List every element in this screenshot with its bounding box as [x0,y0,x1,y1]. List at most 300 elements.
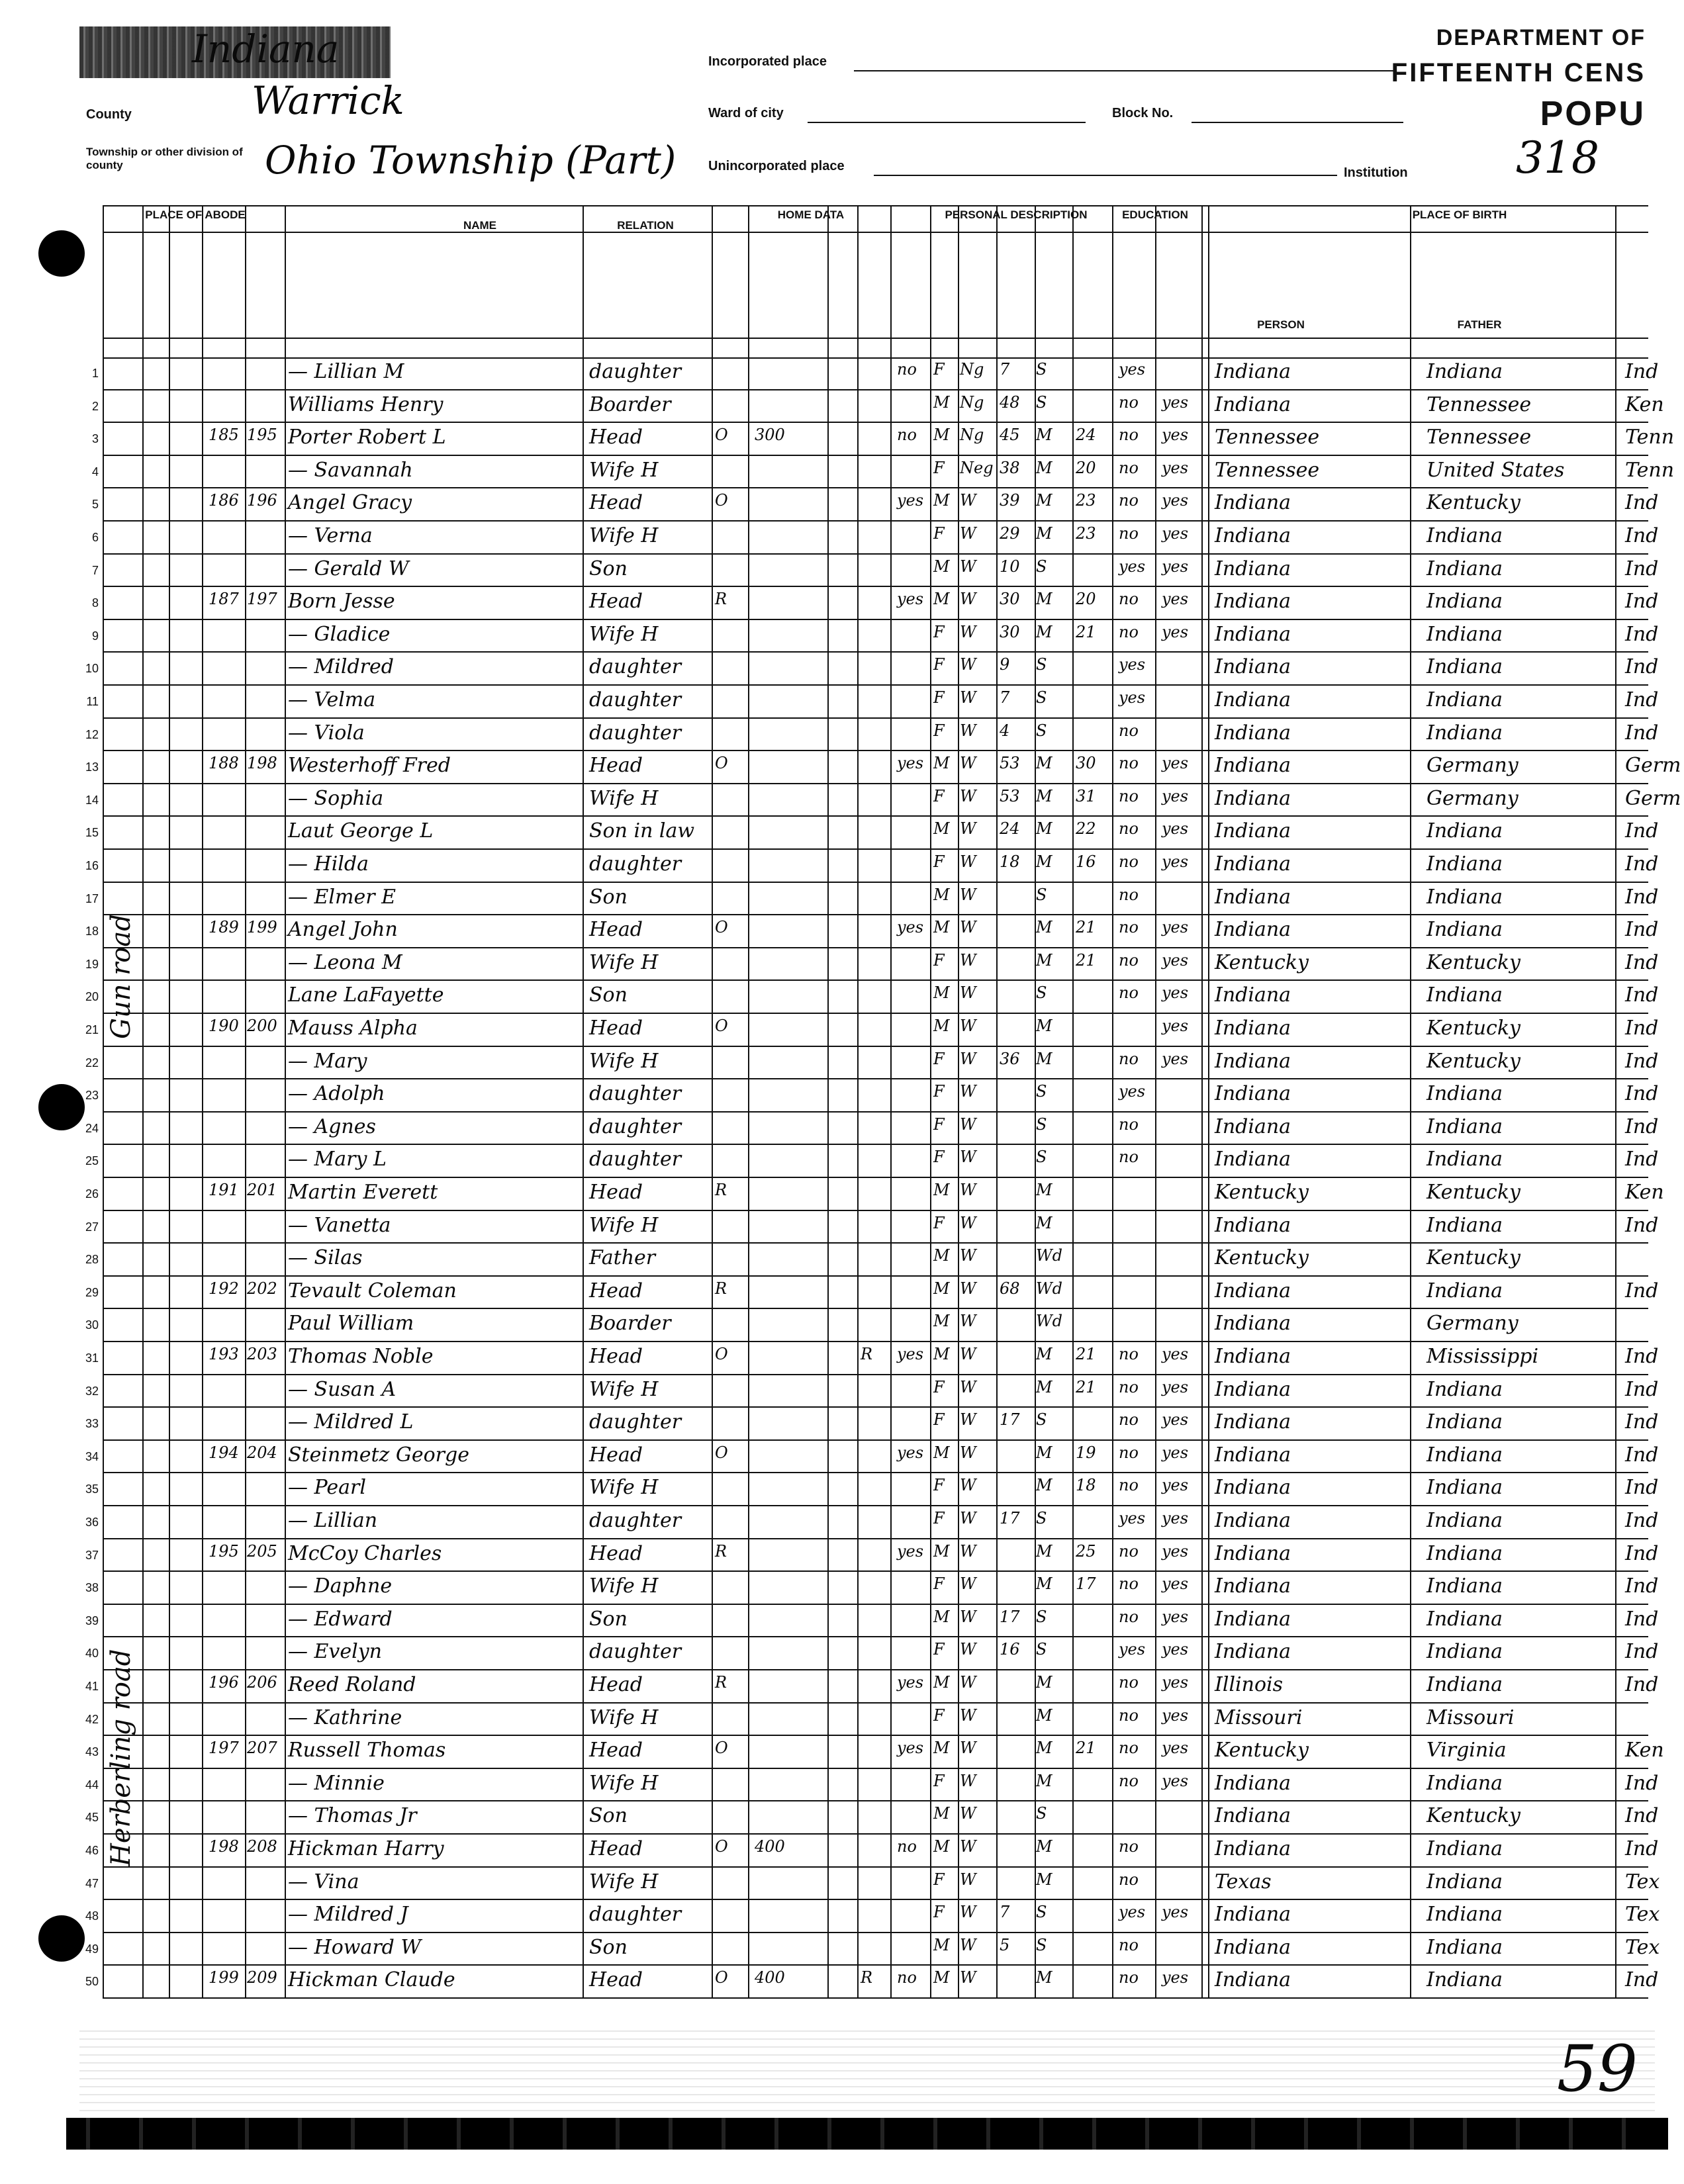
table-row [85,1441,1659,1474]
cell-bp: Indiana [1215,1837,1291,1860]
cell-race: W [960,1345,976,1363]
cell-mbp: Ind [1625,1476,1659,1500]
cell-name: Hickman Harry [288,1837,444,1860]
cell-bp: Indiana [1215,1049,1291,1073]
cell-age: 16 [1000,1640,1020,1659]
table-row [85,1113,1659,1146]
cell-school: yes [1119,557,1146,576]
row-number: 25 [85,1154,99,1168]
cell-agem: 20 [1076,590,1096,609]
cell-mbp: Ind [1625,1410,1659,1434]
cell-tenure: R [715,1673,727,1692]
cell-rel: daughter [589,1148,682,1171]
cell-rel: Wife H [589,1476,659,1500]
cell-fam: 208 [247,1837,277,1856]
cell-rel: daughter [589,1082,682,1106]
cell-ms: M [1036,491,1052,510]
census-table [85,205,1681,2019]
cell-race: W [960,1706,976,1725]
cell-rel: Wife H [589,1771,659,1795]
cell-dw: 190 [209,1017,239,1035]
cell-agem: 22 [1076,819,1096,839]
cell-read: yes [1162,1640,1189,1659]
table-row [85,1506,1659,1539]
cell-rel: daughter [589,360,682,383]
cell-dw: 199 [209,1968,239,1987]
cell-race: W [960,688,976,707]
row-number: 11 [86,695,99,708]
cell-fbp: Indiana [1427,1968,1503,1992]
table-row [85,1572,1659,1605]
cell-dw: 188 [209,754,239,773]
cell-ms: M [1036,622,1052,641]
cell-bp: Indiana [1215,1312,1291,1336]
cell-name: Paul William [288,1312,414,1336]
institution-label: Institution [1344,165,1408,180]
row-number: 36 [85,1516,99,1529]
cell-school: no [1119,1049,1139,1068]
cell-sex: M [933,1607,950,1626]
cell-sex: F [933,1870,945,1889]
row-number: 16 [85,859,99,872]
cell-bp: Indiana [1215,1443,1291,1467]
table-row [85,1145,1659,1178]
cell-dw: 186 [209,491,239,510]
cell-sex: F [933,950,945,970]
cell-race: W [960,491,976,510]
cell-sex: M [933,1312,950,1331]
cell-school: no [1119,786,1139,805]
punch-hole-top [38,230,85,277]
punch-hole-middle [38,1084,85,1130]
cell-school: no [1119,524,1139,543]
cell-mbp: Ind [1625,1049,1659,1073]
cell-mbp: Tex [1625,1935,1660,1959]
table-row [85,1342,1659,1375]
table-row [85,1014,1659,1047]
table-row [85,1769,1659,1802]
row-number: 24 [85,1121,99,1135]
cell-mbp: Ind [1625,590,1659,614]
cell-ms: M [1036,524,1052,543]
cell-fbp: Germany [1427,754,1519,778]
cell-fbp: Indiana [1427,1410,1503,1434]
cell-ms: S [1036,721,1047,740]
cell-rel: Head [589,1739,643,1762]
department-heading: DEPARTMENT OF [1436,25,1646,50]
cell-mbp: Ind [1625,1279,1659,1302]
cell-rel: Boarder [589,392,671,416]
footer-instructions [79,2025,1655,2118]
cell-school: yes [1119,1903,1146,1922]
cell-sex: M [933,590,950,609]
cell-read: yes [1162,1476,1189,1495]
cell-fbp: Indiana [1427,1509,1503,1532]
grid-header-line [103,232,1648,233]
cell-ms: M [1036,458,1052,477]
cell-rel: Head [589,918,643,942]
cell-read: yes [1162,426,1189,445]
cell-tenure: O [715,1017,728,1035]
cell-rel: Wife H [589,1870,659,1893]
cell-age: 7 [1000,688,1010,707]
row-number: 14 [85,793,99,807]
cell-bp: Indiana [1215,754,1291,778]
row-number: 35 [85,1482,99,1496]
cell-race: W [960,1935,976,1954]
cell-tenure: O [715,754,728,773]
cell-mbp: Ind [1625,688,1659,711]
cell-race: W [960,1443,976,1462]
cell-race: W [960,1312,976,1331]
cell-school: no [1119,885,1139,904]
cell-race: W [960,1837,976,1856]
page-number: 59 [1556,2032,1638,2106]
cell-school: no [1119,1968,1139,1987]
cell-school: yes [1119,360,1146,379]
cell-rel: Head [589,1279,643,1302]
cell-radio: yes [897,918,924,937]
cell-rel: Wife H [589,1706,659,1729]
cell-rel: daughter [589,688,682,711]
row-number: 43 [85,1745,99,1759]
cell-race: W [960,1607,976,1626]
cell-name: Thomas Noble [288,1345,434,1368]
cell-name: — Velma [288,688,376,711]
table-row [85,1408,1659,1441]
cell-name: — Daphne [288,1574,393,1598]
grid-header-line [103,338,1648,339]
cell-name: — Gladice [288,622,391,646]
cell-mbp: Tex [1625,1903,1660,1927]
cell-school: no [1119,622,1139,641]
cell-bp: Indiana [1215,786,1291,810]
cell-rel: Son [589,885,628,909]
cell-rel: Son [589,983,628,1007]
row-number: 30 [85,1318,99,1332]
cell-ms: M [1036,950,1052,970]
cell-name: McCoy Charles [288,1541,442,1565]
cell-fam: 199 [247,918,277,937]
cell-name: — Lillian [288,1509,378,1532]
row-number: 39 [85,1614,99,1627]
cell-race: W [960,557,976,576]
cell-sex: M [933,1279,950,1298]
table-row [85,1637,1659,1670]
table-row [85,1047,1659,1080]
cell-mbp: Ind [1625,1673,1659,1696]
cell-fbp: Indiana [1427,1935,1503,1959]
cell-name: Tevault Coleman [288,1279,457,1302]
cell-ms: S [1036,1115,1047,1134]
cell-fbp: Indiana [1427,1541,1503,1565]
row-number: 8 [91,596,99,610]
table-row [85,1539,1659,1572]
table-row [86,686,1659,719]
cell-fbp: Germany [1427,1312,1519,1336]
cell-name: Porter Robert L [288,426,446,449]
cell-sex: F [933,1574,945,1594]
row-number: 50 [85,1975,99,1989]
cell-bp: Indiana [1215,819,1291,843]
cell-race: Neg [960,458,994,477]
cell-fbp: Kentucky [1427,1017,1520,1040]
cell-mbp: Ind [1625,1607,1659,1631]
population-heading: POPU [1540,95,1646,133]
cell-dw: 191 [209,1181,239,1199]
cell-bp: Indiana [1215,1082,1291,1106]
cell-rel: Head [589,1837,643,1860]
cell-bp: Missouri [1215,1706,1303,1729]
cell-radio: yes [897,1673,924,1692]
cell-name: Angel John [288,918,398,942]
cell-school: no [1119,1870,1139,1889]
cell-mbp: Tenn [1625,458,1675,482]
cell-age: 30 [1000,590,1020,609]
cell-fbp: Mississippi [1427,1345,1539,1368]
cell-school: no [1119,1673,1139,1692]
row-number: 23 [85,1089,99,1103]
cell-age: 45 [1000,426,1020,445]
cell-school: no [1119,721,1139,740]
table-row [85,915,1659,948]
cell-rel: Head [589,1673,643,1696]
row-number: 41 [85,1680,99,1693]
cell-mbp: Ind [1625,491,1659,515]
cell-fbp: Germany [1427,786,1519,810]
census-heading: FIFTEENTH CENS [1391,58,1646,87]
cell-ms: M [1036,786,1052,805]
row-number: 40 [85,1647,99,1661]
cell-fbp: Indiana [1427,1903,1503,1927]
cell-tenure: O [715,426,728,445]
cell-school: yes [1119,1082,1146,1101]
cell-agem: 24 [1076,426,1096,445]
cell-rel: Son [589,1935,628,1959]
row-number: 5 [91,498,99,512]
cell-sex: M [933,1935,950,1954]
cell-bp: Kentucky [1215,1246,1309,1270]
cell-race: W [960,1213,976,1232]
cell-sex: M [933,426,950,445]
cell-name: Westerhoff Fred [288,754,451,778]
cell-race: W [960,1541,976,1561]
cell-name: Mauss Alpha [288,1017,418,1040]
cell-race: W [960,1640,976,1659]
cell-mbp: Ind [1625,557,1659,580]
cell-sex: F [933,1377,945,1396]
cell-school: no [1119,852,1139,871]
cell-read: yes [1162,1377,1189,1396]
cell-read: yes [1162,1574,1189,1594]
row-number: 22 [85,1056,99,1069]
cell-ms: M [1036,754,1052,773]
cell-rel: daughter [589,655,682,679]
cell-fbp: Indiana [1427,819,1503,843]
cell-rel: Wife H [589,786,659,810]
table-row [85,948,1659,981]
table-row [85,1211,1659,1244]
cell-agem: 31 [1076,786,1096,805]
cell-tenure: O [715,1837,728,1856]
cell-rel: Head [589,754,643,778]
row-number: 34 [85,1449,99,1463]
table-row [85,653,1659,686]
ward-line [808,122,1086,123]
cell-rel: Head [589,1541,643,1565]
cell-ms: S [1036,1082,1047,1101]
cell-bp: Illinois [1215,1673,1284,1696]
cell-rel: Son [589,557,628,580]
cell-race: W [960,852,976,871]
cell-name: Martin Everett [288,1181,438,1204]
cell-age: 29 [1000,524,1020,543]
cell-mbp: Ind [1625,1541,1659,1565]
cell-rel: Head [589,491,643,515]
cell-tenure: R [715,1279,727,1298]
cell-sex: F [933,1706,945,1725]
cell-name: Reed Roland [288,1673,416,1696]
cell-read: yes [1162,1017,1189,1035]
cell-name: Russell Thomas [288,1739,446,1762]
table-row [85,1933,1660,1966]
cell-sex: M [933,885,950,904]
cell-school: no [1119,426,1139,445]
cell-tenure: O [715,918,728,937]
cell-fbp: Indiana [1427,655,1503,679]
cell-read: yes [1162,1968,1189,1987]
table-row [91,357,1659,390]
cell-ms: S [1036,1935,1047,1954]
cell-bp: Tennessee [1215,426,1320,449]
cell-sex: F [933,786,945,805]
cell-rel: Head [589,426,643,449]
cell-mbp: Ind [1625,622,1659,646]
cell-radio: no [897,426,917,445]
cell-bp: Kentucky [1215,950,1309,974]
cell-ms: M [1036,852,1052,871]
cell-mbp: Ind [1625,1017,1659,1040]
cell-fam: 203 [247,1345,277,1363]
cell-fbp: Indiana [1427,557,1503,580]
cell-race: W [960,1903,976,1922]
unincorporated-place-label: Unincorporated place [708,159,845,173]
cell-agem: 21 [1076,622,1096,641]
cell-ms: M [1036,590,1052,609]
cell-race: Ng [960,392,984,412]
cell-bp: Indiana [1215,1903,1291,1927]
cell-agem: 25 [1076,1541,1096,1561]
cell-ms: Wd [1036,1279,1063,1298]
cell-ms: S [1036,392,1047,412]
cell-name: — Elmer E [288,885,397,909]
cell-rel: Head [589,1017,643,1040]
cell-mbp: Ind [1625,1115,1659,1138]
cell-sex: F [933,1903,945,1922]
cell-read: yes [1162,524,1189,543]
block-no-label: Block No. [1112,106,1174,120]
cell-ms: M [1036,1574,1052,1594]
cell-agem: 21 [1076,1345,1096,1363]
row-number: 44 [85,1778,99,1792]
cell-school: no [1119,392,1139,412]
cell-race: W [960,1246,976,1265]
cell-tenure: R [715,1541,727,1561]
cell-name: — Evelyn [288,1640,383,1664]
cell-mbp: Ind [1625,524,1659,547]
cell-bp: Kentucky [1215,1181,1309,1204]
cell-agem: 21 [1076,1739,1096,1758]
cell-fam: 207 [247,1739,277,1758]
cell-school: no [1119,983,1139,1003]
cell-race: W [960,1509,976,1527]
cell-ms: M [1036,1049,1052,1068]
cell-name: — Gerald W [288,557,409,580]
cell-school: no [1119,918,1139,937]
cell-farm: R [861,1345,873,1363]
cell-mbp: Ind [1625,1640,1659,1664]
cell-sex: F [933,655,945,674]
cell-fam: 195 [247,426,277,445]
table-row [91,555,1659,588]
row-number: 28 [85,1253,99,1267]
cell-school: no [1119,1148,1139,1167]
cell-fbp: Indiana [1427,1443,1503,1467]
col-place-of-birth: PLACE OF BIRTH [1412,208,1507,221]
cell-ms: M [1036,1213,1052,1232]
cell-name: — Thomas Jr [288,1804,417,1828]
cell-read: yes [1162,1771,1189,1790]
row-number: 33 [85,1417,99,1431]
cell-age: 53 [1000,754,1020,773]
cell-age: 7 [1000,360,1010,379]
table-row [91,456,1675,489]
table-row [85,1868,1660,1901]
cell-sex: F [933,1640,945,1659]
cell-ms: M [1036,1541,1052,1561]
cell-race: W [960,754,976,773]
cell-agem: 23 [1076,524,1096,543]
row-number: 20 [85,990,99,1004]
cell-race: W [960,1739,976,1758]
cell-ms: M [1036,1870,1052,1889]
cell-race: W [960,819,976,839]
cell-sex: F [933,688,945,707]
cell-race: W [960,1804,976,1823]
cell-fbp: Indiana [1427,1607,1503,1631]
cell-agem: 17 [1076,1574,1096,1594]
table-row [85,817,1659,850]
cell-ms: M [1036,426,1052,445]
row-number: 6 [91,531,99,544]
cell-read: yes [1162,983,1189,1003]
row-number: 7 [91,563,99,577]
cell-rel: Wife H [589,1049,659,1073]
cell-bp: Indiana [1215,1345,1291,1368]
cell-name: — Mildred L [288,1410,414,1434]
table-row [85,1079,1659,1113]
cell-rel: Son [589,1804,628,1828]
cell-fbp: Indiana [1427,1082,1503,1106]
cell-bp: Indiana [1215,1935,1291,1959]
cell-race: W [960,1017,976,1035]
row-number: 1 [91,367,99,380]
cell-sex: M [933,819,950,839]
cell-radio: yes [897,590,924,609]
cell-ms: M [1036,1017,1052,1035]
cell-school: yes [1119,1640,1146,1659]
row-number: 12 [85,727,99,741]
